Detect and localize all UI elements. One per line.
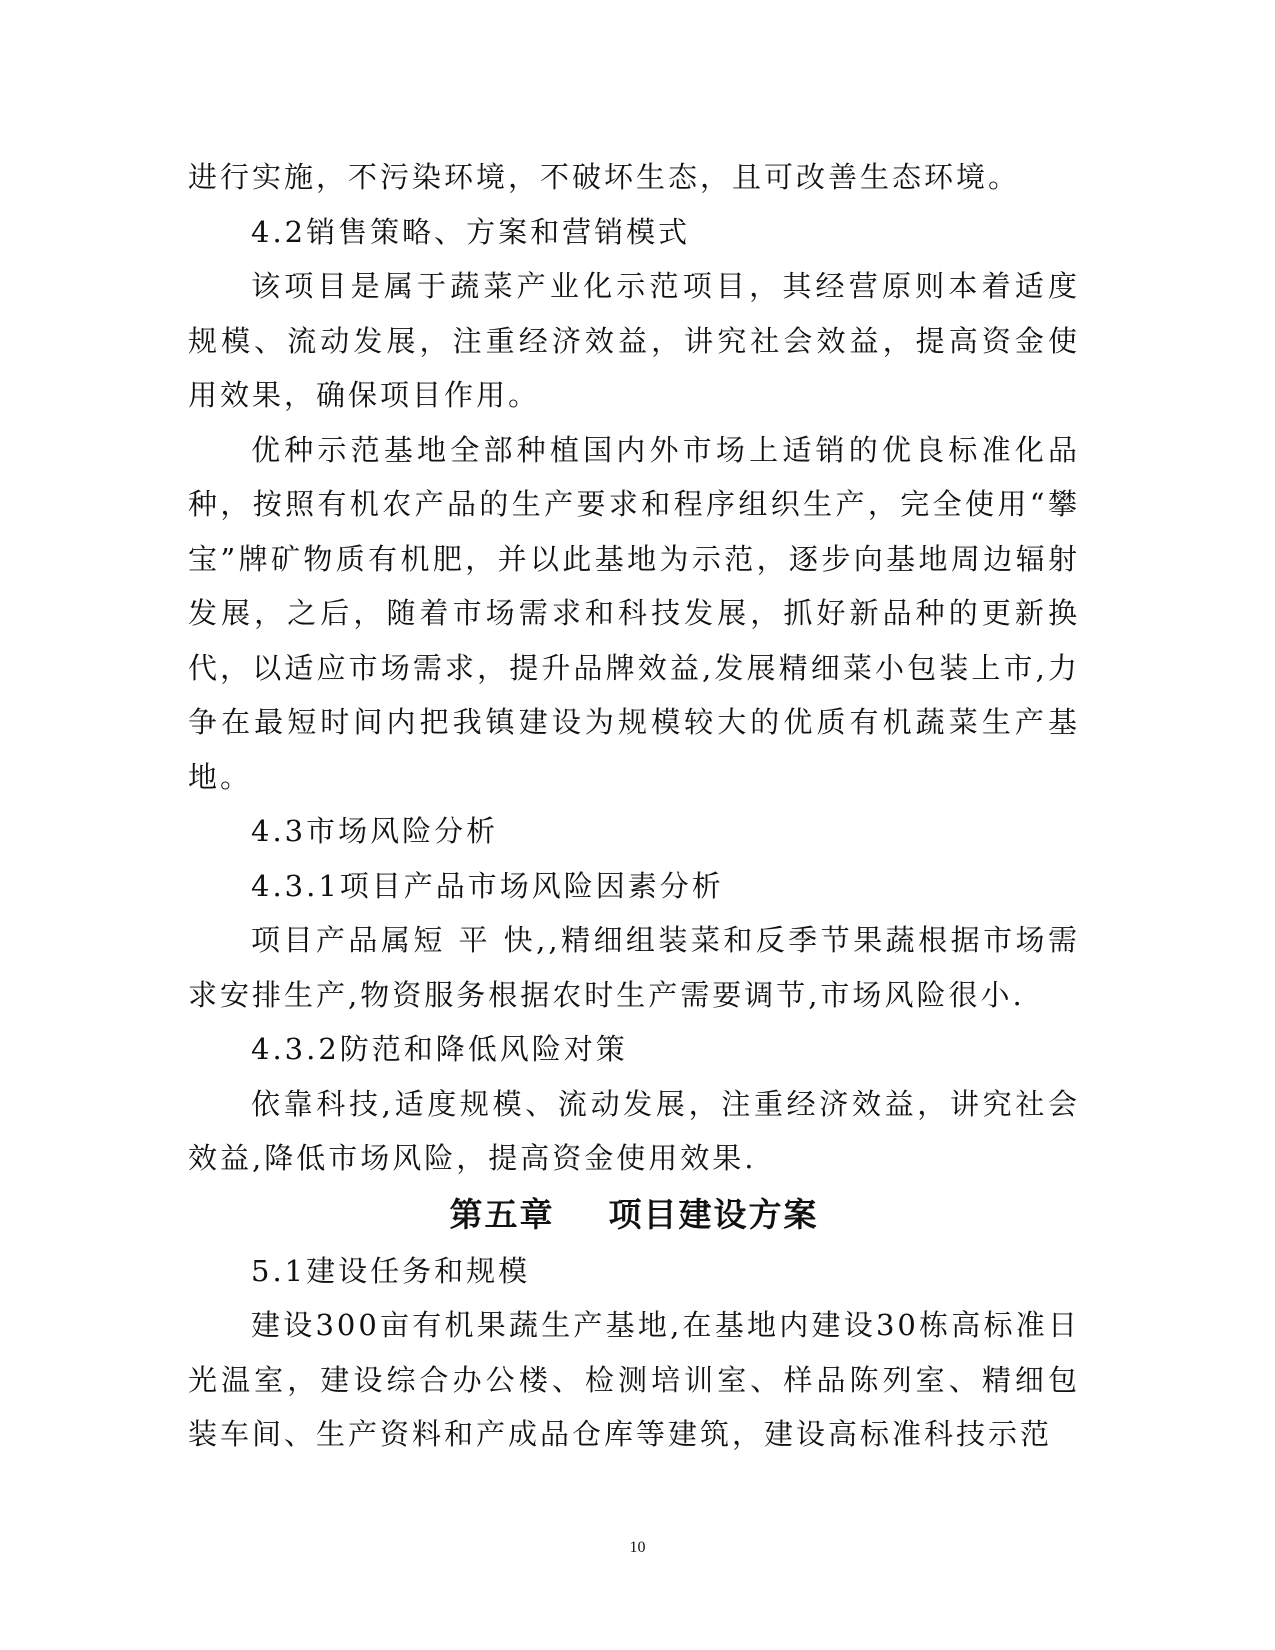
section-heading-4-3-2: 4.3.2防范和降低风险对策 <box>251 1032 628 1066</box>
paragraph-demo-base: 优种示范基地全部种植国内外市场上适销的优良标准化品种，按照有机农产品的生产要求和程序组织生产，完全使用“攀宝”牌矿物质有机肥，并以此基地为示范，逐步向基地周边辐射发展，之后，随着市场需求和科技发展，抓好新品种的更新换代，以适应市场需求，提升品牌效益,发展精细菜小包装上市,力争在最短时间内把我镇建设为规模较大的优质有机蔬菜生产基地。 <box>188 432 1080 794</box>
paragraph-risk-factors: 项目产品属短 平 快,,精细组装菜和反季节果蔬根据市场需求安排生产,物资服务根据农时生产需要调节,市场风险很小. <box>188 923 1080 1012</box>
document-body <box>188 150 1080 1462</box>
paragraph-countermeasures: 依靠科技,适度规模、流动发展，注重经济效益，讲究社会效益,降低市场风险，提高资金使用效果. <box>188 1086 1080 1175</box>
section-heading-4-2: 4.2销售策略、方案和营销模式 <box>251 214 691 249</box>
paragraph-operating-principle: 该项目是属于蔬菜产业化示范项目，其经营原则本着适度规模、流动发展，注重经济效益，讲究社会效益，提高资金使用效果，确保项目作用。 <box>188 269 1080 412</box>
paragraph-construction-tasks: 建设300亩有机果蔬生产基地,在基地内建设30栋高标准日光温室，建设综合办公楼、检测培训室、样品陈列室、精细包装车间、生产资料和产成品仓库等建筑，建设高标准科技示范 <box>188 1308 1080 1451</box>
section-heading-4-3-1: 4.3.1项目产品市场风险因素分析 <box>251 868 724 903</box>
section-heading-5-1: 5.1建设任务和规模 <box>251 1253 531 1288</box>
paragraph-continuation: 进行实施，不污染环境，不破坏生态，且可改善生态环境。 <box>188 160 1021 194</box>
page-number: 10 <box>629 1539 646 1556</box>
section-heading-4-3: 4.3市场风险分析 <box>251 814 499 848</box>
chapter-heading: 第五章 项目建设方案 <box>449 1194 819 1234</box>
